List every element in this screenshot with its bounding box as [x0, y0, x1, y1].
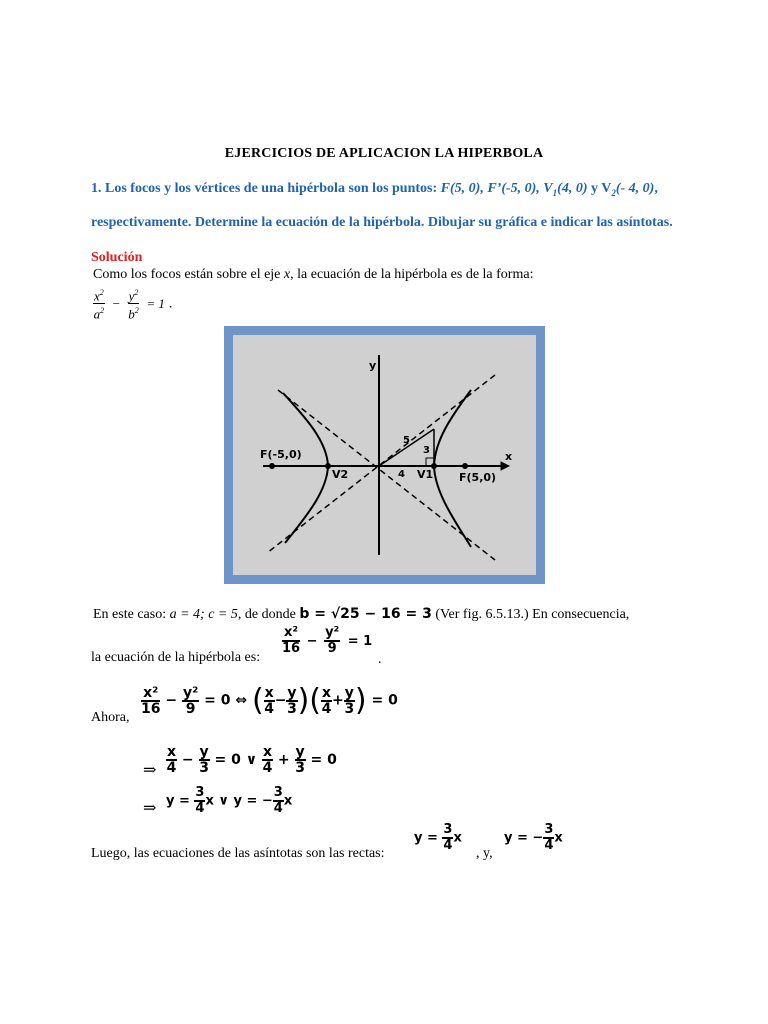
asymptote-solutions: y = $\frac{3}{4}$ x ∨ y = − $\frac{3}{4}$ x	[166, 785, 293, 816]
b-equation: b = √25 − 16 = 3	[299, 606, 432, 622]
hyperbola-equation-dot: .	[378, 652, 382, 667]
semi-axis-label: 4	[398, 469, 405, 480]
implies-arrow-2: ⇒	[143, 800, 157, 817]
luego-separator: , y,	[476, 846, 493, 861]
vertex-v1-label: V1	[417, 468, 434, 481]
hyperbola-equation: $\frac{\text{x²}}{16}$ − $\frac{\text{y²}}{9}$ = 1	[282, 625, 373, 656]
hyperbola-graph	[233, 335, 536, 575]
linear-factors-equation: $\frac{x}{4}$ − $\frac{y}{3}$ = 0 ∨ $\frac{x}{4}$ + $\frac{y}{3}$ = 0	[166, 744, 337, 776]
focus-left-point	[269, 463, 275, 469]
general-form-equation: $\frac{x^2}{a^2}$ − $\frac{y^2}{b^2}$ = 1 .	[93, 288, 173, 322]
hyperbola-equation-label: la ecuación de la hipérbola es:	[91, 650, 261, 665]
hyperbola-left-branch	[283, 393, 328, 543]
ahora-label: Ahora,	[91, 710, 130, 725]
x-axis-label: x	[505, 450, 513, 463]
focus-right-point	[462, 463, 468, 469]
implies-arrow-1: ⇒	[143, 762, 157, 779]
hyperbola-figure	[224, 326, 545, 584]
x-axis-arrow	[501, 462, 509, 470]
asymptote-equation-2: y = − $\frac{3}{4}$ x	[504, 822, 563, 853]
asymptote-equation-1: y = $\frac{3}{4}$ x	[414, 822, 462, 853]
hypotenuse-label: 5	[403, 435, 410, 446]
y-axis-label: y	[369, 359, 377, 372]
problem-statement: 1. Los focos y los vértices de una hipérbola son los puntos: F(5, 0), F’(-5, 0), $V_1(4$, 0) y $V_2(-$ 4, 0), respectivamente. Determine la ecuación de la hipérbola. Dibujar su gráfica e indicar las asíntotas.	[91, 181, 673, 230]
focus-right-label: F(5,0)	[459, 471, 497, 484]
vertex-v2-point	[325, 463, 331, 469]
focus-left-label: F(-5,0)	[260, 448, 302, 461]
solution-label: Solución	[91, 250, 143, 265]
page-title: EJERCICIOS DE APLICACION LA HIPERBOLA	[224, 146, 544, 161]
luego-label: Luego, las ecuaciones de las asíntotas son las rectas:	[91, 846, 385, 861]
case-line: En este caso: a = 4; c = 5, de donde b = √25 − 16 = 3 (Ver fig. 6.5.13.) En consecuencia,	[93, 606, 630, 622]
vertex-v2-label: V2	[332, 468, 349, 481]
leg-label: 3	[423, 445, 430, 456]
factorization-equation: $\frac{\text{x²}}{16}$ − $\frac{\text{y²}}{9}$ = 0 ⇔ ( $\frac{x}{4}$ − $\frac{y}{3}$ )( $\frac{x}{4}$ + $\frac{y}{3}$ ) = 0	[141, 683, 398, 718]
intro-text: Como los focos están sobre el eje x, la ecuación de la hipérbola es de la forma:	[93, 267, 534, 282]
